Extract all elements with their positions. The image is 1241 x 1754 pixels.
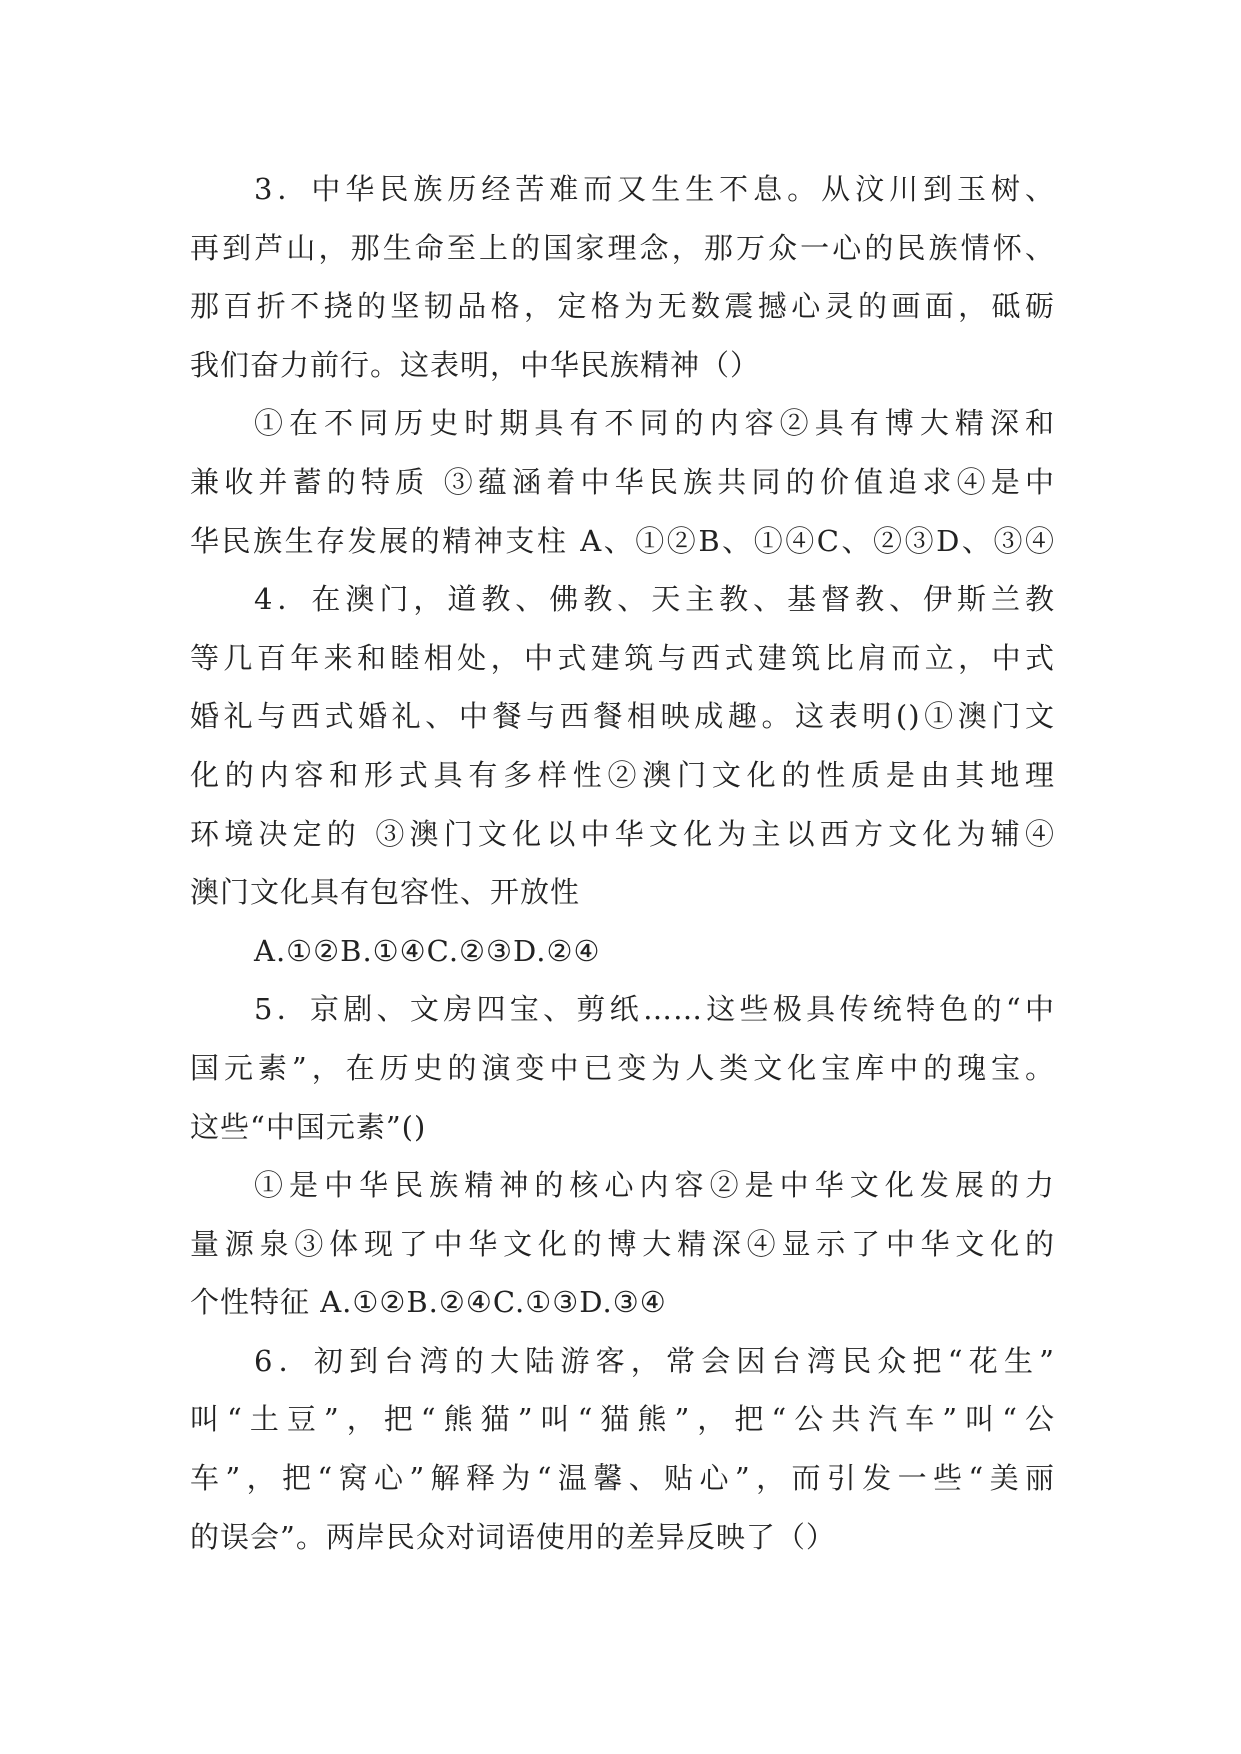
text-line: 我们奋力前行。这表明，中华民族精神（） (190, 347, 761, 382)
text-line: A.①②B.①④C.②③D.②④ (254, 933, 601, 968)
question-6 (190, 1332, 1055, 1566)
text-line: 澳门文化具有包容性、开放性 (190, 875, 581, 910)
text-line: 兼收并蓄的特质 ③蕴涵着中华民族共同的价值追求④是中 (190, 464, 1055, 499)
text-line: 的误会”。两岸民众对词语使用的差异反映了（） (190, 1519, 836, 1554)
text-line: 车”，把“窝心”解释为“温馨、贴心”，而引发一些“美丽 (190, 1461, 1055, 1496)
text-line: 国元素”，在历史的演变中已变为人类文化宝库中的瑰宝。 (190, 1050, 1055, 1085)
text-line: 化的内容和形式具有多样性②澳门文化的性质是由其地理 (190, 757, 1055, 792)
text-line: 再到芦山，那生命至上的国家理念，那万众一心的民族情怀、 (190, 230, 1055, 265)
text-line: ①在不同历史时期具有不同的内容②具有博大精深和 (254, 406, 1055, 441)
text-line: 华民族生存发展的精神支柱 A、①②B、①④C、②③D、③④ (190, 523, 1055, 558)
question-text-block (190, 160, 1055, 1566)
text-line: 3．中华民族历经苦难而又生生不息。从汶川到玉树、 (254, 172, 1055, 206)
text-line: 个性特征 A.①②B.②④C.①③D.③④ (190, 1285, 667, 1320)
text-line: 那百折不挠的坚韧品格，定格为无数震撼心灵的画面，砥砺 (190, 289, 1055, 324)
question-5 (190, 980, 1055, 1332)
text-line: 叫“土豆”，把“熊猫”叫“猫熊”，把“公共汽车”叫“公 (190, 1402, 1055, 1437)
question-4 (190, 570, 1055, 980)
text-line: 这些“中国元素”() (190, 1109, 427, 1144)
text-line: 环境决定的 ③澳门文化以中华文化为主以西方文化为辅④ (190, 816, 1055, 851)
text-line: 量源泉③体现了中华文化的博大精深④显示了中华文化的 (190, 1226, 1055, 1261)
text-line: 婚礼与西式婚礼、中餐与西餐相映成趣。这表明()①澳门文 (190, 699, 1055, 734)
text-line: 6．初到台湾的大陆游客，常会因台湾民众把“花生” (254, 1343, 1055, 1378)
question-3 (190, 160, 1055, 570)
text-line: 4．在澳门，道教、佛教、天主教、基督教、伊斯兰教 (254, 582, 1055, 617)
text-line: 等几百年来和睦相处，中式建筑与西式建筑比肩而立，中式 (190, 640, 1055, 675)
text-line: 5．京剧、文房四宝、剪纸……这些极具传统特色的“中 (254, 992, 1055, 1027)
text-line: ①是中华民族精神的核心内容②是中华文化发展的力 (254, 1168, 1055, 1203)
